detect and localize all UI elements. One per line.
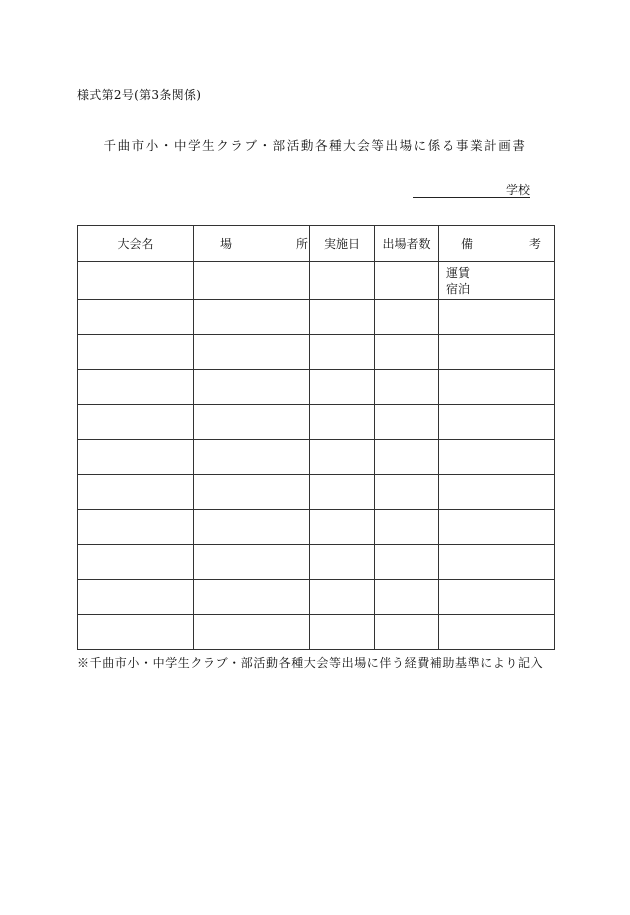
header-venue-label: 場 所	[220, 237, 335, 251]
cell-remarks[interactable]	[439, 335, 555, 370]
cell-venue[interactable]	[194, 300, 310, 335]
cell-date[interactable]	[310, 545, 375, 580]
cell-remarks[interactable]	[439, 262, 555, 300]
table-row	[78, 545, 555, 580]
cell-participants[interactable]	[375, 262, 439, 300]
cell-participants[interactable]	[375, 300, 439, 335]
cell-event-name[interactable]	[78, 335, 194, 370]
table-row	[78, 300, 555, 335]
document-title: 千曲市小・中学生クラブ・部活動各種大会等出場に係る事業計画書	[103, 138, 527, 153]
cell-remarks[interactable]	[439, 300, 555, 335]
cell-event-name[interactable]	[78, 405, 194, 440]
cell-participants[interactable]	[375, 510, 439, 545]
cell-event-name[interactable]	[78, 262, 194, 300]
table-row	[78, 335, 555, 370]
cell-event-name[interactable]	[78, 475, 194, 510]
remark-lodging: 宿泊	[446, 282, 471, 296]
table-row	[78, 475, 555, 510]
footnote: ※千曲市小・中学生クラブ・部活動各種大会等出場に伴う経費補助基準により記入	[77, 656, 544, 670]
header-event-name: 大会名	[78, 226, 194, 262]
table-row	[78, 405, 555, 440]
cell-venue[interactable]	[194, 440, 310, 475]
school-label: 学校	[505, 183, 530, 197]
header-participants: 出場者数	[375, 226, 439, 262]
form-number: 様式第2号(第3条関係)	[77, 88, 202, 102]
table-row	[78, 262, 555, 300]
header-venue	[194, 226, 335, 262]
cell-event-name[interactable]	[78, 510, 194, 545]
cell-participants[interactable]	[375, 335, 439, 370]
cell-venue[interactable]	[194, 405, 310, 440]
table-row	[78, 510, 555, 545]
cell-venue[interactable]	[194, 475, 310, 510]
cell-event-name[interactable]	[78, 580, 194, 615]
cell-participants[interactable]	[375, 370, 439, 405]
cell-remarks[interactable]	[439, 440, 555, 475]
cell-participants[interactable]	[375, 405, 439, 440]
cell-event-name[interactable]	[78, 615, 194, 650]
cell-date[interactable]	[310, 615, 375, 650]
cell-venue[interactable]	[194, 335, 310, 370]
header-remarks	[439, 226, 564, 262]
cell-remarks[interactable]	[439, 615, 555, 650]
cell-date[interactable]	[310, 335, 375, 370]
remark-fare: 運賃	[446, 266, 471, 280]
cell-date[interactable]	[310, 405, 375, 440]
cell-participants[interactable]	[375, 475, 439, 510]
cell-venue[interactable]	[194, 370, 310, 405]
cell-date[interactable]	[310, 370, 375, 405]
cell-remarks[interactable]	[439, 475, 555, 510]
cell-event-name[interactable]	[78, 545, 194, 580]
table-row	[78, 370, 555, 405]
cell-date[interactable]	[310, 300, 375, 335]
cell-remarks[interactable]	[439, 370, 555, 405]
cell-event-name[interactable]	[78, 370, 194, 405]
header-remarks-label: 備 考	[461, 237, 564, 251]
cell-participants[interactable]	[375, 440, 439, 475]
cell-event-name[interactable]	[78, 440, 194, 475]
cell-date[interactable]	[310, 440, 375, 475]
cell-remarks[interactable]	[439, 510, 555, 545]
cell-remarks[interactable]	[439, 545, 555, 580]
cell-date[interactable]	[310, 580, 375, 615]
cell-remarks[interactable]	[439, 580, 555, 615]
table-row	[78, 580, 555, 615]
school-name-field[interactable]	[413, 183, 530, 198]
cell-participants[interactable]	[375, 545, 439, 580]
cell-venue[interactable]	[194, 510, 310, 545]
table-row	[78, 615, 555, 650]
header-date: 実施日	[310, 226, 375, 262]
cell-event-name[interactable]	[78, 300, 194, 335]
cell-remarks[interactable]	[439, 405, 555, 440]
cell-venue[interactable]	[194, 545, 310, 580]
table-row	[78, 440, 555, 475]
cell-venue[interactable]	[194, 615, 310, 650]
cell-venue[interactable]	[194, 580, 310, 615]
cell-date[interactable]	[310, 475, 375, 510]
event-plan-table	[77, 225, 564, 650]
table-header-row	[78, 226, 555, 262]
cell-date[interactable]	[310, 262, 375, 300]
cell-participants[interactable]	[375, 615, 439, 650]
cell-date[interactable]	[310, 510, 375, 545]
cell-participants[interactable]	[375, 580, 439, 615]
cell-venue[interactable]	[194, 262, 310, 300]
